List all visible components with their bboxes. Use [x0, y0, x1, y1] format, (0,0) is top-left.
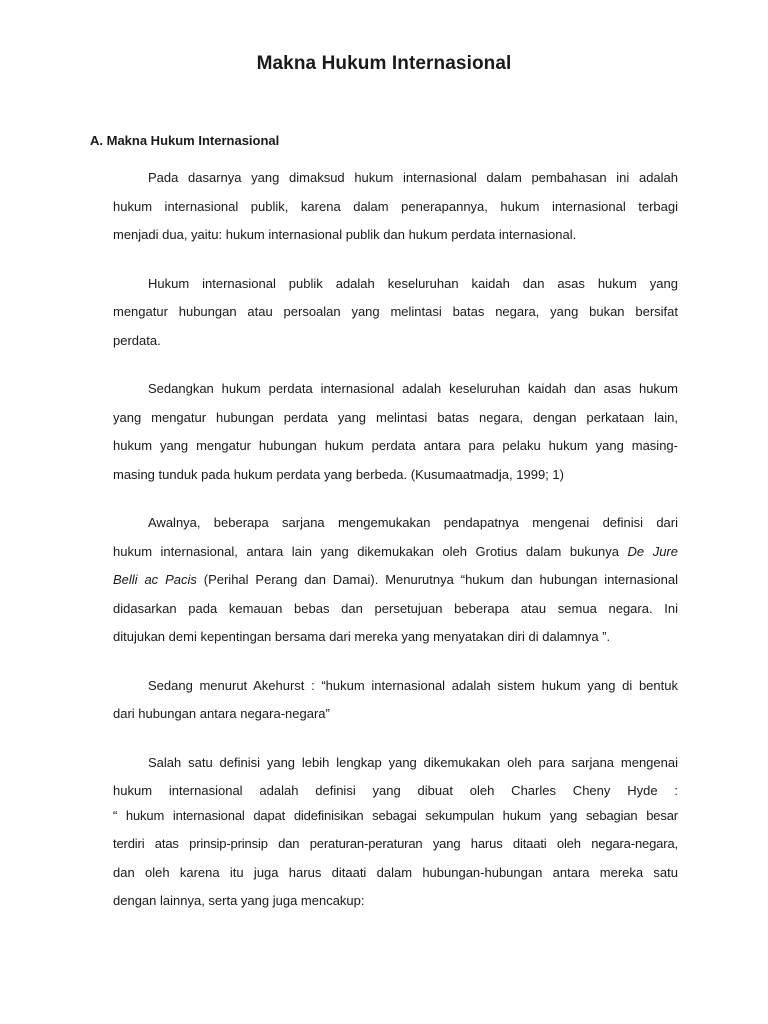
paragraph-line: dari hubungan antara negara-negara” [113, 706, 330, 721]
paragraph-line: menjadi dua, yaitu: hukum internasional publik dan hukum perdata internasional. [113, 227, 577, 242]
paragraph [113, 164, 678, 250]
paragraph-line: Awalnya, beberapa sarjana mengemukakan pendapatnya mengenai definisi dari [148, 515, 678, 530]
paragraph-line: terdiri atas prinsip-prinsip dan peraturan-peraturan yang harus ditaati oleh negara-negara, [113, 836, 678, 851]
paragraph-line: Hukum internasional publik adalah keseluruhan kaidah dan asas hukum yang [148, 275, 678, 291]
paragraph-line: mengatur hubungan atau persoalan yang melintasi batas negara, yang bukan bersifat [113, 304, 678, 319]
quote-paragraph [113, 802, 678, 916]
document-body [113, 164, 678, 936]
paragraph-line: Pada dasarnya yang dimaksud hukum internasional dalam pembahasan ini adalah [148, 170, 678, 185]
paragraph-line: hukum yang mengatur hubungan hukum perdata antara para pelaku hukum yang masing- [113, 438, 678, 453]
paragraph-line: masing tunduk pada hukum perdata yang berbeda. (Kusumaatmadja, 1999; 1) [113, 466, 564, 482]
paragraph-line: Sedangkan hukum perdata internasional adalah keseluruhan kaidah dan asas hukum [148, 381, 678, 396]
paragraph-line: didasarkan pada kemauan bebas dan persetujuan beberapa atau semua negara. Ini [113, 600, 678, 616]
book-title-italic: De Jure [627, 543, 678, 559]
paragraph-line [113, 566, 678, 595]
paragraph-line [113, 538, 678, 567]
paragraph-line: Sedang menurut Akehurst : “hukum internasional adalah sistem hukum yang di bentuk [148, 677, 678, 693]
paragraph-line: dengan lainnya, serta yang juga mencakup: [113, 893, 365, 908]
paragraph-line: hukum internasional publik, karena dalam penerapannya, hukum internasional terbagi [113, 198, 678, 214]
paragraph-line: ditujukan demi kepentingan bersama dari mereka yang menyatakan diri di dalamnya ”. [113, 629, 611, 644]
paragraph-line: perdata. [113, 332, 161, 348]
paragraph-line: dan oleh karena itu juga harus ditaati dalam hubungan-hubungan antara mereka satu [113, 864, 678, 880]
paragraph [113, 749, 678, 806]
paragraph [113, 270, 678, 356]
paragraph [113, 672, 678, 729]
text-run: hukum internasional, antara lain yang dikemukakan oleh Grotius dalam bukunya [113, 543, 628, 559]
text-run: (Perihal Perang dan Damai). Menurutnya “hukum dan hubungan internasional [196, 572, 678, 587]
paragraph-line: “ hukum internasional dapat didefinisikan sebagai sekumpulan hukum yang sebagian besar [113, 807, 678, 823]
paragraph-line: yang mengatur hubungan perdata yang melintasi batas negara, dengan perkataan lain, [113, 409, 678, 425]
paragraph [113, 509, 678, 652]
paragraph-line: Salah satu definisi yang lebih lengkap yang dikemukakan oleh para sarjana mengenai [148, 754, 678, 770]
book-title-italic: Belli ac Pacis [113, 572, 197, 587]
page-title: Makna Hukum Internasional [256, 53, 512, 74]
paragraph-line: hukum internasional adalah definisi yang dibuat oleh Charles Cheny Hyde : [113, 783, 678, 798]
section-heading: A. Makna Hukum Internasional [90, 133, 280, 148]
paragraph [113, 375, 678, 489]
